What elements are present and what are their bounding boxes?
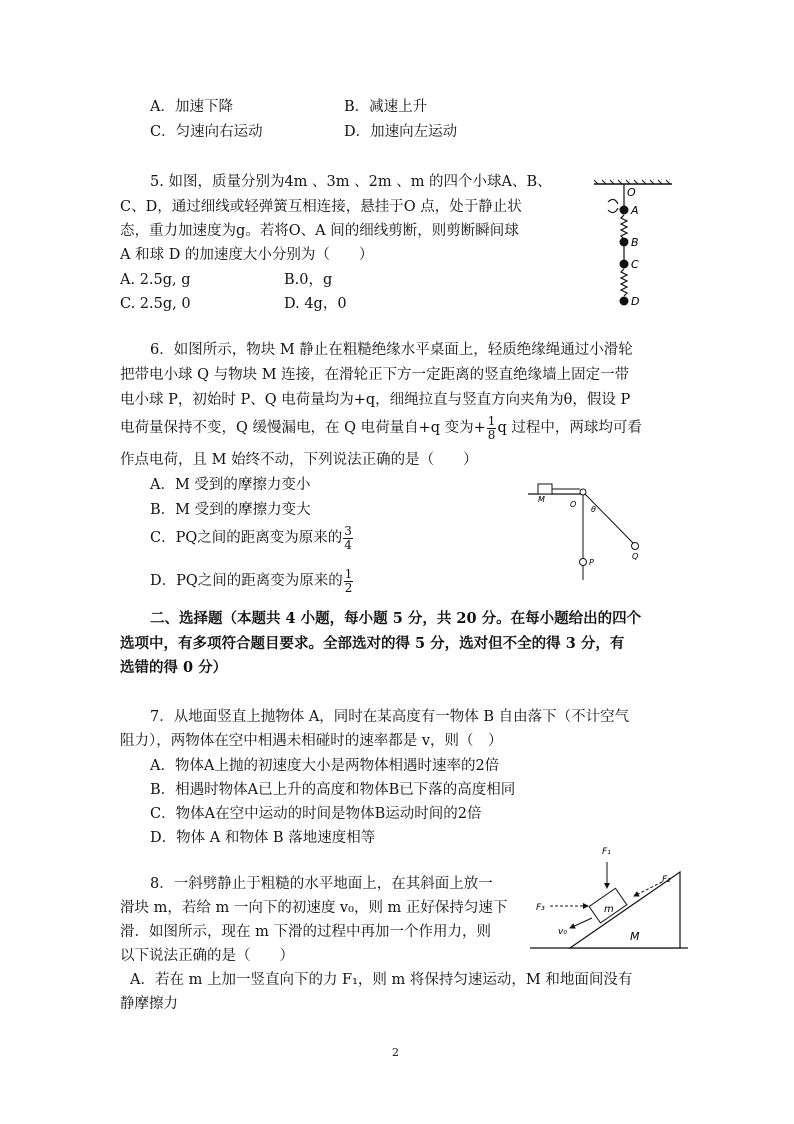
- rope-slanted: [585, 494, 634, 544]
- q6-fig-label-p: P: [589, 558, 594, 567]
- q6-line-4-end: q 过程中，两球均可看: [497, 420, 642, 436]
- q5-option-a: A. 2.5g, g: [120, 272, 191, 288]
- q5-fig-label-b: B: [631, 236, 639, 249]
- q6-fig-label-theta: θ: [591, 505, 596, 514]
- ball-b: [620, 238, 629, 247]
- q7-option-b: B．相遇时物体A已上升的高度和物体B已下落的高度相同: [150, 782, 516, 798]
- scissors-icon: [608, 199, 618, 212]
- q4-option-a: A．加速下降: [150, 99, 233, 115]
- q8-option-a-line-1: A．若在 m 上加一竖直向下的力 F₁，则 m 将保持匀速运动，M 和地面间没有: [130, 972, 633, 988]
- block-m: [538, 484, 552, 494]
- ball-c: [620, 260, 629, 269]
- spring-1: [621, 215, 627, 239]
- q5-option-d: D. 4g，0: [284, 296, 347, 312]
- q8-fig-label-f3: F₃: [536, 903, 545, 913]
- q6-line-2: 把带电小球 Q 与物块 M 连接，在滑轮正下方一定距离的竖直绝缘墙上固定一带: [120, 367, 630, 383]
- q7-option-d: D．物体 A 和物体 B 落地速度相等: [150, 830, 376, 846]
- q5-line-4: A 和球 D 的加速度大小分别为（ ）: [120, 247, 374, 263]
- q6-option-d-den: 2: [344, 580, 353, 595]
- q6-fraction: [487, 415, 497, 442]
- q6-option-c-text: C．PQ之间的距离变为原来的: [150, 530, 343, 546]
- q5-fig-label-a: A: [631, 204, 639, 217]
- q6-fraction-den: 8: [487, 427, 496, 442]
- q6-line-1: 6．如图所示，物块 M 静止在粗糙绝缘水平桌面上，轻质绝缘绳通过小滑轮: [150, 342, 633, 358]
- q5-fig-label-c: C: [631, 258, 639, 271]
- section-2-heading-3: 选错的得 0 分）: [120, 659, 228, 676]
- q6-figure: [528, 480, 658, 580]
- q6-line-4: [120, 413, 642, 443]
- spring-2: [621, 269, 627, 296]
- q8-figure: [530, 842, 690, 952]
- q4-option-c: C．匀速向右运动: [150, 124, 263, 140]
- q8-fig-label-f1: F₁: [602, 847, 611, 857]
- q6-fig-label-q: Q: [632, 552, 639, 561]
- q6-option-a: A．M 受到的摩擦力变小: [150, 477, 311, 493]
- q6-option-c-num: 3: [344, 523, 352, 538]
- ball-q: [632, 543, 639, 550]
- q6-line-3: 电小球 P，初始时 P、Q 电荷量均为+q，细绳拉直与竖直方向夹角为θ，假设 P: [120, 392, 631, 408]
- q5-figure: [590, 180, 680, 310]
- q6-option-c-fraction: [343, 525, 353, 552]
- q8-line-3: 滑．如图所示，现在 m 下滑的过程中再加一个作用力，则: [120, 924, 491, 940]
- q8-line-4: 以下说法正确的是（ ）: [120, 948, 294, 964]
- ball-p: [580, 559, 587, 566]
- q6-fig-label-m: M: [538, 495, 545, 504]
- velocity-v0-arrow: [570, 918, 592, 928]
- q6-line-5: 作点电荷，且 M 始终不动，下列说法正确的是（ ）: [120, 452, 478, 468]
- section-2-heading-2: 选项中，有多项符合题目要求。全部选对的得 5 分，选对但不全的得 3 分，有: [120, 635, 625, 652]
- q6-fig-label-o: O: [570, 500, 577, 509]
- section-2-heading-1: 二、选择题（本题共 4 小题，每小题 5 分，共 20 分。在每小题给出的四个: [150, 610, 642, 627]
- q6-option-d: [150, 563, 354, 599]
- q6-option-d-text: D．PQ之间的距离变为原来的: [150, 573, 343, 589]
- ball-a: [620, 206, 629, 215]
- q5-fig-label-d: D: [631, 295, 640, 308]
- page-number: 2: [392, 1046, 399, 1059]
- q6-fraction-num: 1: [487, 413, 496, 428]
- q5-line-2: C、D，通过细线或轻弹簧互相连接，悬挂于O 点，处于静止状: [120, 199, 522, 215]
- ball-d: [620, 297, 629, 306]
- q4-option-b: B．减速上升: [344, 99, 428, 115]
- q8-line-1: 8．一斜劈静止于粗糙的水平地面上，在其斜面上放一: [150, 876, 493, 892]
- q5-line-1: 5. 如图，质量分别为4m 、3m 、2m 、m 的四个小球A、B、: [150, 174, 552, 190]
- q7-option-a: A．物体A上抛的初速度大小是两物体相遇时速率的2倍: [150, 758, 500, 774]
- q8-option-a-line-2: 静摩擦力: [120, 996, 178, 1012]
- q7-line-1: 7．从地面竖直上抛物体 A，同时在某高度有一物体 B 自由落下（不计空气: [150, 709, 630, 725]
- q5-line-3: 态，重力加速度为g。若将O、A 间的细线剪断，则剪断瞬间球: [120, 223, 519, 239]
- q6-option-c: [150, 520, 354, 556]
- q7-line-2: 阻力），两物体在空中相遇未相碰时的速率都是 v，则（ ）: [120, 733, 503, 749]
- q5-option-b: B.0，g: [284, 272, 333, 288]
- q8-fig-label-v0: v₀: [558, 927, 567, 937]
- q4-option-d: D．加速向左运动: [344, 124, 458, 140]
- q6-option-c-den: 4: [344, 537, 352, 552]
- q8-fig-label-m: m: [604, 904, 614, 915]
- q6-line-4-start: 电荷量保持不变，Q 缓慢漏电，在 Q 电荷量自+q 变为+: [120, 420, 486, 436]
- q8-line-2: 滑块 m，若给 m 一向下的初速度 v₀，则 m 正好保持匀速下: [120, 900, 508, 916]
- q7-option-c: C．物体A在空中运动的时间是物体B运动时间的2倍: [150, 806, 482, 822]
- q8-fig-label-f2: F₂: [662, 875, 671, 885]
- q8-fig-label-bigm: M: [630, 930, 640, 943]
- q5-option-c: C. 2.5g, 0: [120, 296, 191, 312]
- q5-fig-label-o: O: [627, 186, 636, 199]
- q6-option-d-fraction: [344, 568, 354, 595]
- q6-option-b: B．M 受到的摩擦力变大: [150, 502, 311, 518]
- q6-option-d-num: 1: [344, 566, 353, 581]
